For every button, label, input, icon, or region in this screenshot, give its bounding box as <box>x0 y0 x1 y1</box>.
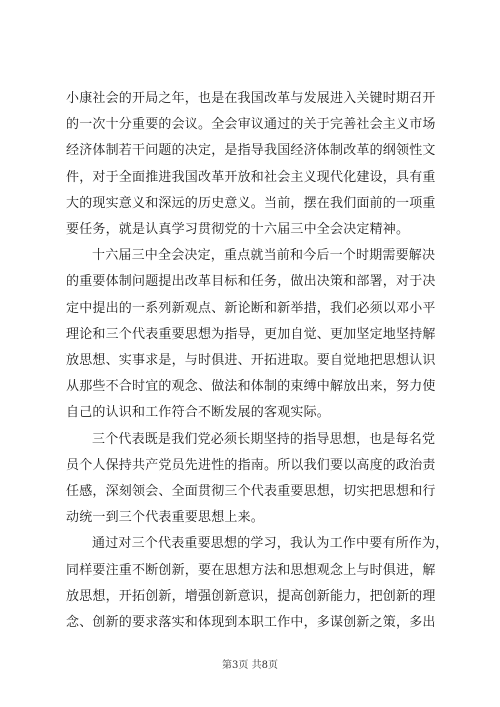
text-line: 动统一到三个代表重要思想上来。 <box>66 510 265 526</box>
paragraph <box>66 243 434 426</box>
text-line: 念、创新的要求落实和体现到本职工作中，多谋创新之策，多出 <box>66 615 436 631</box>
text-line: 自己的认识和工作符合不断发展的客观实际。 <box>66 405 331 421</box>
text-line: 同样要注重不断创新，要在思想方法和思想观念上与时俱进，解 <box>66 562 436 578</box>
text-line: 从那些不合时宜的观念、做法和体制的束缚中解放出来，努力使 <box>66 379 436 395</box>
text-line: 通过对三个代表重要思想的学习，我认为工作中要有所作为， <box>92 536 449 552</box>
paragraph <box>66 427 434 532</box>
text-line: 员个人保持共产党员先进性的指南。所以我们要以高度的政治责 <box>66 457 436 473</box>
text-line: 的一次十分重要的会议。全会审议通过的关于完善社会主义市场 <box>66 117 436 133</box>
text-line: 放思想，开拓创新，增强创新意识，提高创新能力，把创新的理 <box>66 588 436 604</box>
text-line: 任感，深刻领会、全面贯彻三个代表重要思想，切实把思想和行 <box>66 484 436 500</box>
body-text <box>66 86 449 636</box>
page-footer: 第3页 共8页 <box>222 660 278 671</box>
text-line: 小康社会的开局之年，也是在我国改革与发展进入关键时期召开 <box>66 91 436 106</box>
text-line: 经济体制若干问题的决定，是指导我国经济体制改革的纲领性文 <box>66 143 436 159</box>
text-line: 要任务，就是认真学习贯彻党的十六届三中全会决定精神。 <box>66 222 410 238</box>
text-line: 十六届三中全会决定，重点就当前和今后一个时期需要解决 <box>92 248 436 264</box>
paragraph <box>66 86 434 243</box>
paragraph <box>66 531 449 636</box>
text-line: 的重要体制问题提出改革目标和任务，做出决策和部署，对于决 <box>66 274 436 290</box>
text-line: 件，对于全面推进我国改革开放和社会主义现代化建设，具有重 <box>66 169 436 185</box>
text-line: 理论和三个代表重要思想为指导，更加自觉、更加坚定地坚持解 <box>66 326 436 342</box>
text-line: 大的现实意义和深远的历史意义。当前，摆在我们面前的一项重 <box>66 195 436 211</box>
text-line: 放思想、实事求是，与时俱进、开拓进取。要自觉地把思想认识 <box>66 353 436 369</box>
text-line: 三个代表既是我们党必须长期坚持的指导思想，也是每名党 <box>92 431 436 447</box>
text-line: 定中提出的一系列新观点、新论断和新举措，我们必须以邓小平 <box>66 300 436 316</box>
